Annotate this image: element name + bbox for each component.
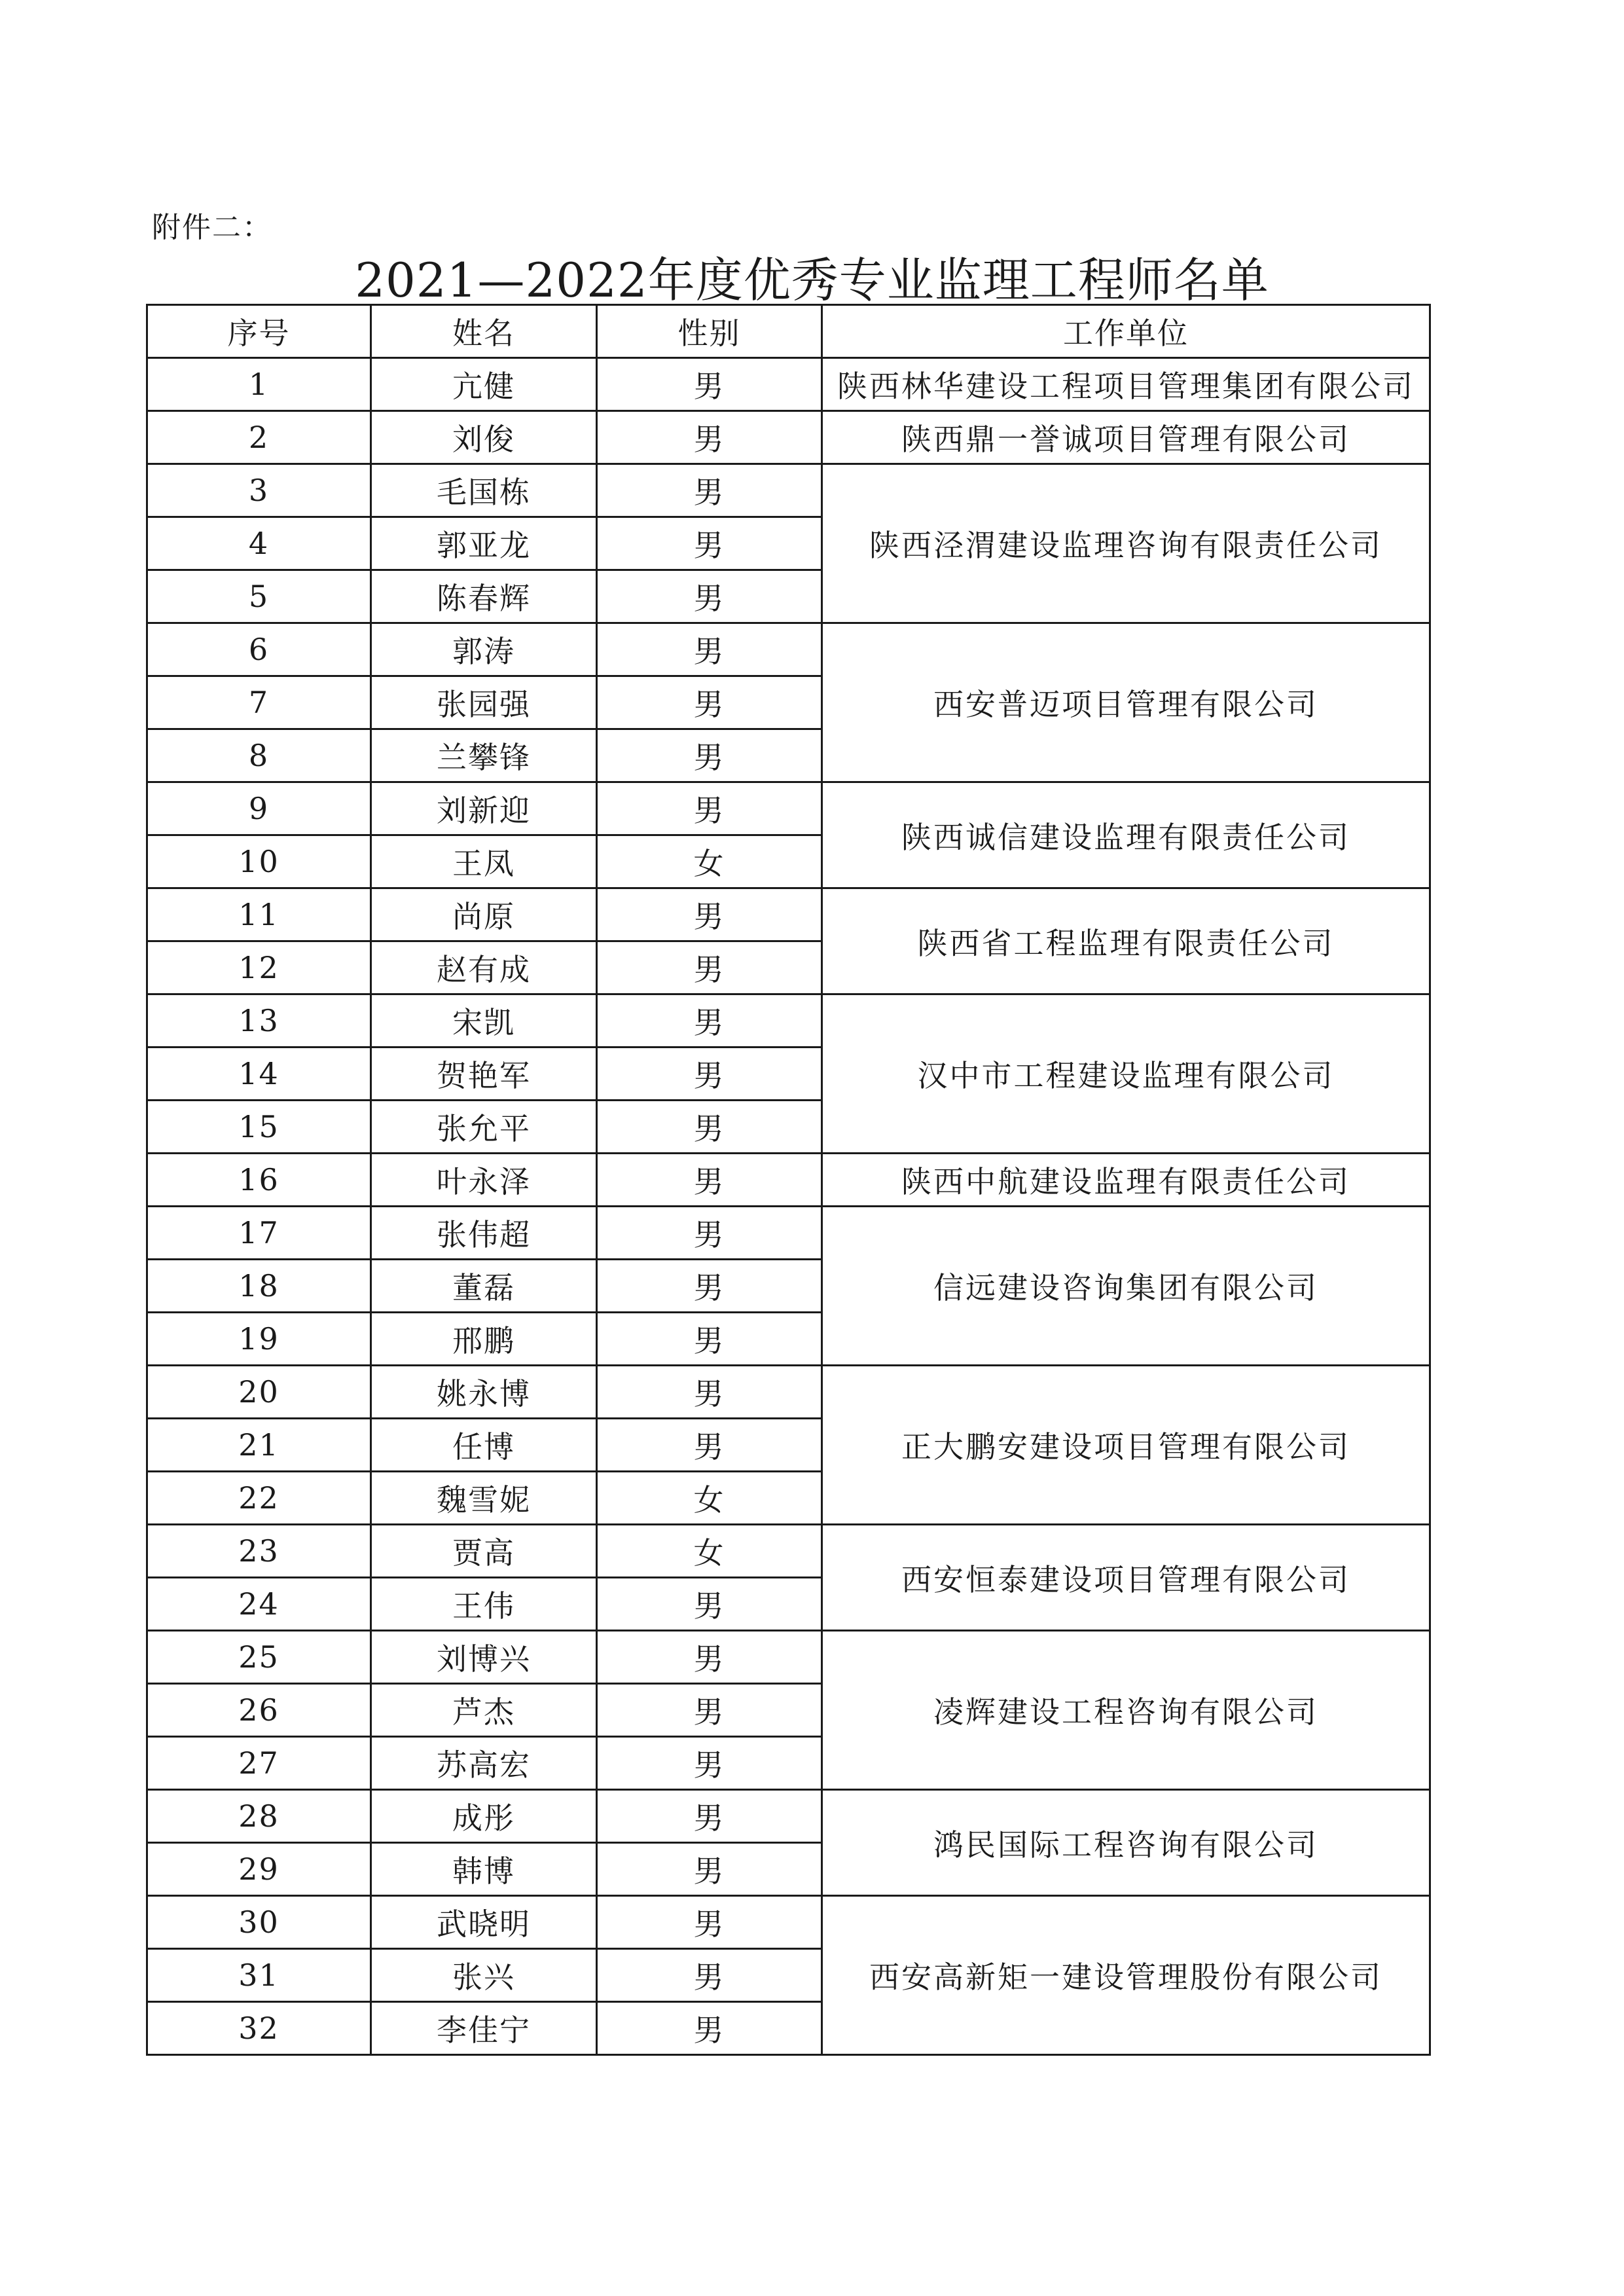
cell-seq: 11 (147, 888, 371, 941)
cell-name: 李佳宁 (371, 2002, 597, 2055)
cell-work-unit: 信远建设咨询集团有限公司 (822, 1207, 1430, 1366)
cell-name: 贺艳军 (371, 1048, 597, 1101)
cell-name: 张兴 (371, 1949, 597, 2002)
cell-seq: 1 (147, 358, 371, 411)
cell-gender: 男 (597, 1313, 822, 1366)
attachment-label: 附件二： (152, 211, 272, 244)
table-row (147, 782, 1430, 835)
cell-gender: 男 (597, 1154, 822, 1207)
cell-name: 王伟 (371, 1578, 597, 1631)
cell-work-unit: 陕西诚信建设监理有限责任公司 (822, 782, 1430, 888)
cell-name: 贾高 (371, 1525, 597, 1578)
cell-gender: 男 (597, 994, 822, 1048)
cell-gender: 男 (597, 623, 822, 676)
header-seq: 序号 (147, 305, 371, 358)
cell-seq: 3 (147, 464, 371, 517)
cell-name: 董磊 (371, 1260, 597, 1313)
engineer-roster-table (146, 304, 1431, 2056)
cell-gender: 男 (597, 1843, 822, 1896)
cell-seq: 28 (147, 1790, 371, 1843)
cell-seq: 10 (147, 835, 371, 888)
cell-work-unit: 西安高新矩一建设管理股份有限公司 (822, 1896, 1430, 2055)
cell-name: 魏雪妮 (371, 1472, 597, 1525)
table-row (147, 888, 1430, 941)
cell-name: 刘新迎 (371, 782, 597, 835)
cell-gender: 男 (597, 1949, 822, 2002)
table-row (147, 1154, 1430, 1207)
table-row (147, 1631, 1430, 1684)
cell-gender: 男 (597, 1207, 822, 1260)
table-row (147, 623, 1430, 676)
table-body (147, 358, 1430, 2055)
table-row (147, 994, 1430, 1048)
document-title: 2021—2022年度优秀专业监理工程师名单 (355, 253, 1269, 308)
cell-seq: 7 (147, 676, 371, 729)
cell-gender: 男 (597, 1048, 822, 1101)
cell-seq: 29 (147, 1843, 371, 1896)
cell-seq: 20 (147, 1366, 371, 1419)
cell-gender: 男 (597, 2002, 822, 2055)
cell-name: 邢鹏 (371, 1313, 597, 1366)
table-row (147, 1896, 1430, 1949)
cell-gender: 女 (597, 835, 822, 888)
cell-seq: 27 (147, 1737, 371, 1790)
header-gender: 性别 (597, 305, 822, 358)
cell-seq: 8 (147, 729, 371, 782)
cell-seq: 19 (147, 1313, 371, 1366)
cell-gender: 男 (597, 570, 822, 623)
cell-name: 武晓明 (371, 1896, 597, 1949)
cell-work-unit: 陕西鼎一誉诚项目管理有限公司 (822, 411, 1430, 464)
cell-name: 刘博兴 (371, 1631, 597, 1684)
cell-seq: 2 (147, 411, 371, 464)
cell-name: 王凤 (371, 835, 597, 888)
cell-work-unit: 凌辉建设工程咨询有限公司 (822, 1631, 1430, 1790)
cell-name: 陈春辉 (371, 570, 597, 623)
cell-work-unit: 西安恒泰建设项目管理有限公司 (822, 1525, 1430, 1631)
cell-seq: 22 (147, 1472, 371, 1525)
cell-name: 兰攀锋 (371, 729, 597, 782)
cell-gender: 男 (597, 1578, 822, 1631)
cell-seq: 17 (147, 1207, 371, 1260)
cell-work-unit: 鸿民国际工程咨询有限公司 (822, 1790, 1430, 1896)
header-unit: 工作单位 (822, 305, 1430, 358)
cell-work-unit: 汉中市工程建设监理有限公司 (822, 994, 1430, 1154)
cell-seq: 23 (147, 1525, 371, 1578)
cell-name: 亢健 (371, 358, 597, 411)
cell-seq: 30 (147, 1896, 371, 1949)
cell-name: 成彤 (371, 1790, 597, 1843)
cell-gender: 男 (597, 1631, 822, 1684)
table-row (147, 1366, 1430, 1419)
cell-work-unit: 正大鹏安建设项目管理有限公司 (822, 1366, 1430, 1525)
cell-name: 苏高宏 (371, 1737, 597, 1790)
cell-seq: 15 (147, 1101, 371, 1154)
cell-seq: 5 (147, 570, 371, 623)
cell-gender: 男 (597, 729, 822, 782)
cell-gender: 男 (597, 1737, 822, 1790)
cell-gender: 男 (597, 464, 822, 517)
cell-seq: 12 (147, 941, 371, 994)
cell-seq: 14 (147, 1048, 371, 1101)
cell-name: 任博 (371, 1419, 597, 1472)
cell-gender: 男 (597, 888, 822, 941)
table-row (147, 1790, 1430, 1843)
cell-seq: 4 (147, 517, 371, 570)
cell-name: 郭涛 (371, 623, 597, 676)
table-header-row (147, 305, 1430, 358)
cell-gender: 男 (597, 1790, 822, 1843)
cell-gender: 男 (597, 1260, 822, 1313)
cell-seq: 13 (147, 994, 371, 1048)
cell-work-unit: 陕西林华建设工程项目管理集团有限公司 (822, 358, 1430, 411)
table-row (147, 464, 1430, 517)
table-row (147, 1525, 1430, 1578)
cell-gender: 男 (597, 1896, 822, 1949)
cell-gender: 男 (597, 517, 822, 570)
cell-seq: 9 (147, 782, 371, 835)
cell-name: 张伟超 (371, 1207, 597, 1260)
cell-gender: 男 (597, 358, 822, 411)
cell-gender: 男 (597, 941, 822, 994)
cell-gender: 女 (597, 1525, 822, 1578)
cell-name: 宋凯 (371, 994, 597, 1048)
cell-seq: 6 (147, 623, 371, 676)
cell-seq: 24 (147, 1578, 371, 1631)
cell-name: 毛国栋 (371, 464, 597, 517)
cell-work-unit: 陕西泾渭建设监理咨询有限责任公司 (822, 464, 1430, 623)
cell-name: 姚永博 (371, 1366, 597, 1419)
cell-gender: 男 (597, 1419, 822, 1472)
cell-gender: 男 (597, 676, 822, 729)
cell-gender: 女 (597, 1472, 822, 1525)
cell-gender: 男 (597, 411, 822, 464)
cell-work-unit: 陕西中航建设监理有限责任公司 (822, 1154, 1430, 1207)
header-name: 姓名 (371, 305, 597, 358)
cell-name: 韩博 (371, 1843, 597, 1896)
cell-seq: 25 (147, 1631, 371, 1684)
cell-seq: 18 (147, 1260, 371, 1313)
cell-work-unit: 陕西省工程监理有限责任公司 (822, 888, 1430, 994)
cell-gender: 男 (597, 782, 822, 835)
cell-seq: 32 (147, 2002, 371, 2055)
table-row (147, 358, 1430, 411)
cell-name: 刘俊 (371, 411, 597, 464)
cell-name: 尚原 (371, 888, 597, 941)
cell-seq: 21 (147, 1419, 371, 1472)
cell-work-unit: 西安普迈项目管理有限公司 (822, 623, 1430, 782)
table-row (147, 1207, 1430, 1260)
cell-name: 张允平 (371, 1101, 597, 1154)
cell-gender: 男 (597, 1684, 822, 1737)
cell-name: 赵有成 (371, 941, 597, 994)
cell-name: 郭亚龙 (371, 517, 597, 570)
cell-seq: 31 (147, 1949, 371, 2002)
table-row (147, 411, 1430, 464)
cell-gender: 男 (597, 1366, 822, 1419)
cell-seq: 16 (147, 1154, 371, 1207)
cell-name: 芦杰 (371, 1684, 597, 1737)
cell-seq: 26 (147, 1684, 371, 1737)
cell-gender: 男 (597, 1101, 822, 1154)
cell-name: 张园强 (371, 676, 597, 729)
cell-name: 叶永泽 (371, 1154, 597, 1207)
